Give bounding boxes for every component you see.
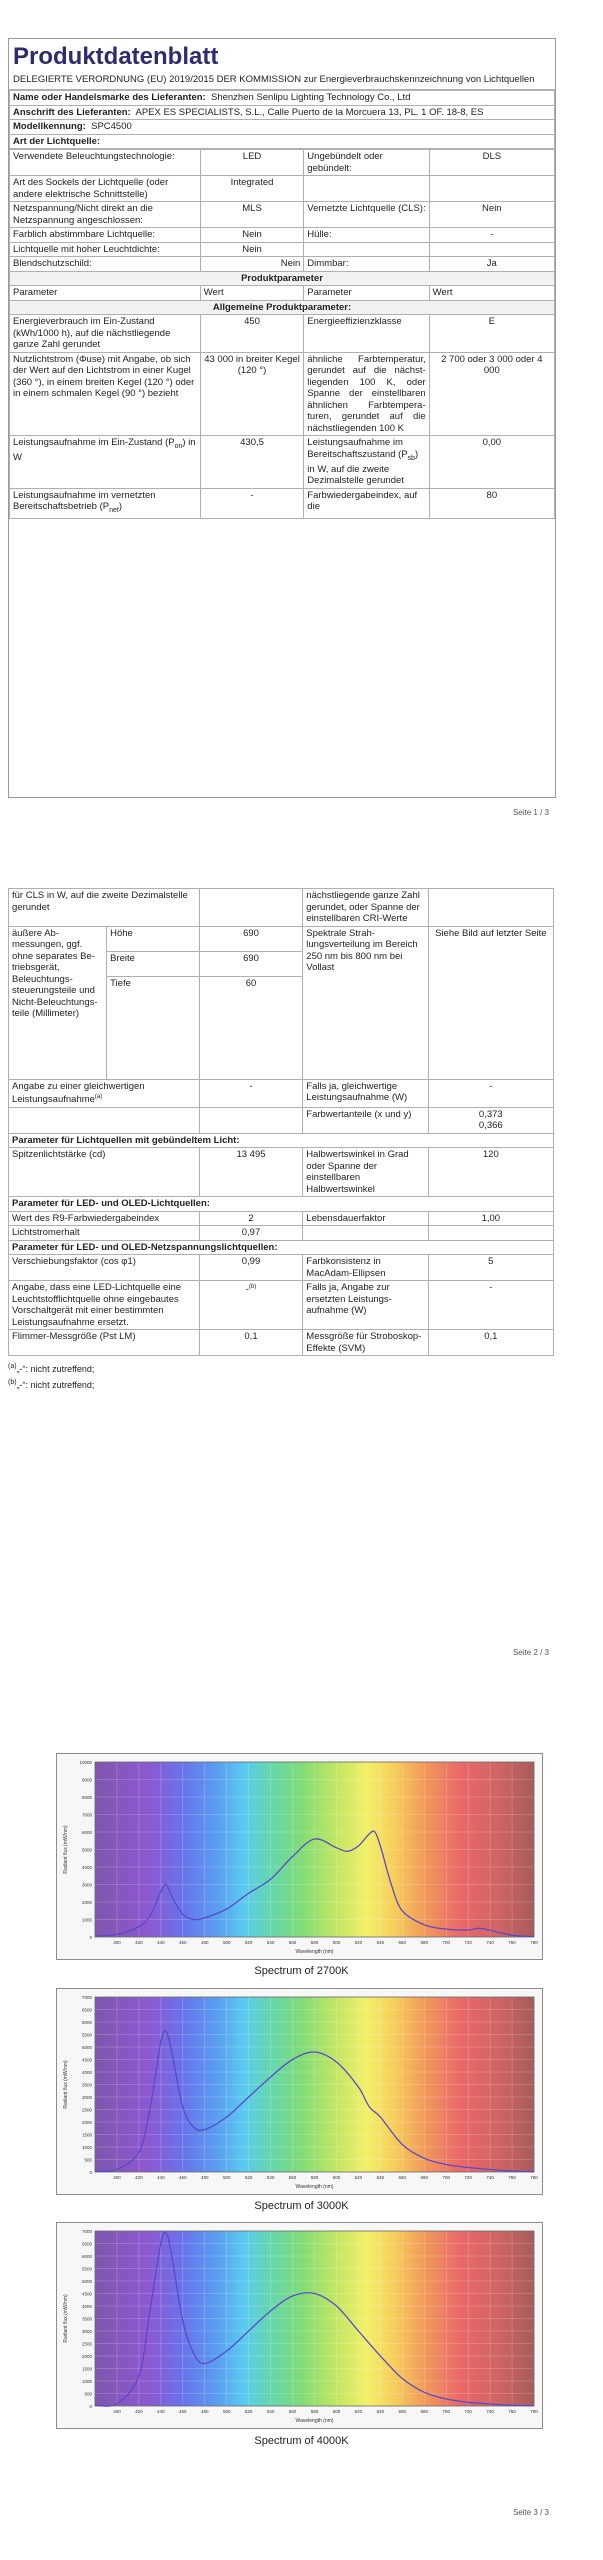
x-tick-label: 540 — [266, 2175, 275, 2180]
connected-value: Nein — [429, 202, 554, 228]
y-tick-label: 2000 — [81, 2120, 92, 2125]
peak-value: 13 495 — [199, 1148, 303, 1197]
params-table-continued — [8, 888, 554, 1356]
table-row — [9, 1330, 554, 1356]
x-tick-label: 720 — [464, 1940, 472, 1945]
y-tick-label: 4000 — [81, 1865, 92, 1870]
survival-value: 1,00 — [428, 1211, 553, 1226]
continued-right: nächstliegende ganze Zahl gerundet, oder Spanne der einstellbaren CRI-Werte — [303, 889, 428, 927]
cap-type-label: Art des Sockels der Lichtquelle (oder andere elektrische Schnittstelle) — [10, 176, 201, 202]
y-axis-label: Radiant flux (mW/nm) — [63, 2294, 69, 2343]
mains-header-row — [9, 1240, 554, 1255]
height-label: Höhe — [107, 926, 200, 951]
x-tick-label: 400 — [113, 1940, 121, 1945]
product-params-header-row — [10, 271, 555, 286]
svm-value: 0,1 — [428, 1330, 553, 1356]
cct-value: 2 700 oder 3 000 oder 4 000 — [429, 352, 554, 436]
y-tick-label: 2000 — [81, 2354, 92, 2359]
page-footer: Seite 2 / 3 — [512, 1648, 549, 1657]
x-tick-label: 600 — [332, 2409, 341, 2414]
supplier-label: Name oder Handelsmarke des Lieferanten: — [13, 92, 206, 103]
eff-class-value: E — [429, 315, 554, 353]
model-value: SPC4500 — [91, 121, 132, 132]
x-tick-label: 520 — [244, 2409, 253, 2414]
dimmable-label: Dimmbar: — [304, 257, 429, 272]
col-param-1: Parameter — [10, 286, 201, 301]
spectrum-svg — [57, 1754, 542, 1959]
x-tick-label: 500 — [222, 2409, 231, 2414]
supplier-table — [9, 90, 555, 149]
y-tick-label: 5500 — [81, 2266, 92, 2272]
x-tick-label: 580 — [310, 2175, 319, 2180]
y-tick-label: 6500 — [81, 2241, 92, 2247]
maint-label: Lichtstromerhalt — [9, 1226, 200, 1241]
model-label: Modellkennung: — [13, 121, 86, 132]
address-value: APEX ES SPECIALISTS, S.L., Calle Puerto de la Morcuera 13, PL. 1 OF. 18-8, ES — [135, 106, 484, 118]
x-tick-label: 680 — [420, 2175, 429, 2180]
lighting-tech-value: LED — [200, 150, 304, 176]
spectrum-chart-2700k — [56, 1753, 543, 1960]
x-tick-label: 480 — [200, 2175, 209, 2180]
y-tick-label: 1000 — [81, 2379, 92, 2384]
y-tick-label: 2500 — [81, 2341, 92, 2347]
table-row — [10, 352, 555, 436]
y-tick-label: 2000 — [81, 1900, 92, 1905]
y-tick-label: 0 — [89, 2404, 92, 2409]
x-tick-label: 760 — [508, 1940, 516, 1945]
x-tick-label: 780 — [530, 2175, 538, 2180]
replace-label: Angabe, dass eine LED-Lichtquelle eine Leuchtstofflichtquelle ohne eingebautes Vorschaltgerät mit einer bestimmten Leistungsaufnahme ersetzt. — [9, 1281, 200, 1330]
svm-label: Messgröße für Stroboskop-Effekte (SVM) — [303, 1330, 428, 1356]
non-directional-value: DLS — [429, 150, 554, 176]
peak-label: Spitzenlichtstärke (cd) — [9, 1148, 200, 1197]
x-tick-label: 580 — [310, 2409, 319, 2414]
beam-label: Halbwertswinkel in Grad oder Spanne der einstellbaren Halbwertswinkel — [303, 1148, 428, 1197]
x-tick-label: 700 — [442, 2175, 450, 2180]
x-tick-label: 740 — [486, 1940, 494, 1945]
net-standby-value: - — [200, 488, 304, 518]
replace-power-value: - — [428, 1281, 553, 1330]
x-tick-label: 520 — [244, 2175, 253, 2180]
x-tick-label: 460 — [179, 2409, 187, 2414]
led-header-row — [9, 1197, 554, 1212]
y-axis-label: Radiant flux (mW/nm) — [63, 1825, 69, 1874]
x-tick-label: 640 — [376, 2175, 385, 2180]
supplier-value: Shenzhen Senlipu Lighting Technology Co., Ltd — [211, 92, 411, 103]
general-params-header: Allgemeine Produktparameter: — [10, 300, 555, 315]
y-tick-label: 7000 — [81, 1812, 92, 1818]
shift-value: 0,99 — [199, 1255, 303, 1281]
x-tick-label: 660 — [398, 1940, 407, 1945]
x-tick-label: 740 — [486, 2409, 494, 2414]
table-row — [9, 1107, 554, 1133]
y-tick-label: 1500 — [81, 2132, 92, 2138]
x-axis-label: Wavelength (nm) — [295, 2418, 334, 2424]
spectrum-chart-3000k — [56, 1988, 543, 2195]
general-params-row — [10, 300, 555, 315]
mains-label: Netzspannung/Nicht direkt an die Netzspannung angeschlossen: — [10, 202, 201, 228]
y-tick-label: 7000 — [81, 1995, 92, 2000]
cap-type-value: Integrated — [200, 176, 304, 202]
spectrum-svg — [57, 2223, 542, 2428]
x-tick-label: 460 — [179, 2175, 187, 2180]
light-source-table — [9, 149, 555, 519]
r9-label: Wert des R9-Farbwiedergabeindex — [9, 1211, 200, 1226]
address-row — [10, 105, 555, 120]
table-row — [9, 1148, 554, 1197]
table-row — [10, 242, 555, 257]
r9-value: 2 — [199, 1211, 303, 1226]
x-tick-label: 600 — [332, 2175, 341, 2180]
x-axis-label: Wavelength (nm) — [295, 1949, 334, 1955]
y-tick-label: 6000 — [81, 2254, 92, 2259]
light-source-type-label: Art der Lichtquelle: — [10, 134, 555, 149]
flux-label: Nutzlichtstrom (Φuse) mit Angabe, ob sich der Wert auf den Lichtstrom in einer Kugel (360 °), in einem breiten Kegel (120 °) oder in einem schmalen Kegel (90 °) bezieht — [10, 352, 201, 436]
supplier-row — [10, 91, 555, 106]
led-header: Parameter für LED- und OLED-Lichtquellen: — [9, 1197, 554, 1212]
table-row — [10, 257, 555, 272]
table-row — [9, 1255, 554, 1281]
height-value: 690 — [199, 926, 303, 951]
equiv-power-value: - — [428, 1079, 553, 1107]
col-value-1: Wert — [200, 286, 304, 301]
spectrum-chart-4000k — [56, 2222, 543, 2429]
on-power-value: 430,5 — [200, 436, 304, 489]
x-tick-label: 600 — [332, 1940, 341, 1945]
x-tick-label: 660 — [398, 2409, 407, 2414]
x-tick-label: 720 — [464, 2175, 472, 2180]
footnote-a: $^{(a)}$„-“: nicht zutreffend; — [8, 1363, 95, 1375]
column-header-row — [10, 286, 555, 301]
flux-value: 43 000 in breiter Kegel (120 °) — [200, 352, 304, 436]
y-tick-label: 500 — [84, 2391, 92, 2397]
y-tick-label: 5000 — [81, 1847, 92, 1853]
flicker-label: Flimmer-Messgröße (Pst LM) — [9, 1330, 200, 1356]
table-row — [10, 436, 555, 489]
y-tick-label: 4500 — [81, 2057, 92, 2063]
table-row — [9, 1226, 554, 1241]
x-tick-label: 400 — [113, 2409, 121, 2414]
col-value-2: Wert — [429, 286, 554, 301]
x-tick-label: 560 — [288, 2175, 297, 2180]
shift-label: Verschiebungsfaktor (cos φ1) — [9, 1255, 200, 1281]
x-tick-label: 580 — [310, 1940, 319, 1945]
y-tick-label: 3000 — [81, 2095, 92, 2100]
y-tick-label: 1500 — [81, 2366, 92, 2372]
energy-label: Energieverbrauch im Ein-Zustand (kWh/1000 h), auf die nächstliegende ganze Zahl gerundet — [10, 315, 201, 353]
x-tick-label: 420 — [135, 1940, 143, 1945]
y-tick-label: 3500 — [81, 2082, 92, 2088]
y-tick-label: 1000 — [81, 2145, 92, 2150]
table-row — [9, 926, 554, 951]
x-tick-label: 680 — [420, 1940, 429, 1945]
replace-value: -$^{(b)}$ — [199, 1281, 303, 1330]
equiv-label: Angabe zu einer gleichwertigen Leistungsaufnahme$^{(a)}$ — [9, 1079, 200, 1107]
table-row — [10, 228, 555, 243]
equiv-value: - — [199, 1079, 303, 1107]
chart-caption-4000k: Spectrum of 4000K — [254, 2435, 349, 2447]
y-tick-label: 3000 — [81, 2329, 92, 2334]
x-tick-label: 700 — [442, 2409, 450, 2414]
dls-header: Parameter für Lichtquellen mit gebündeltem Licht: — [9, 1133, 554, 1148]
page-title: Produktdatenblatt — [13, 43, 219, 70]
y-tick-label: 6500 — [81, 2007, 92, 2013]
chroma-value: 0,373 0,366 — [428, 1107, 553, 1133]
table-row — [9, 889, 554, 927]
beam-value: 120 — [428, 1148, 553, 1197]
x-tick-label: 620 — [354, 2409, 363, 2414]
y-tick-label: 5000 — [81, 2045, 92, 2050]
table-row — [10, 488, 555, 518]
footnote-b: $^{(b)}$„-“: nicht zutreffend; — [8, 1379, 95, 1391]
survival-label: Lebensdauerfaktor — [303, 1211, 428, 1226]
light-source-type-row — [10, 134, 555, 149]
x-tick-label: 460 — [179, 1940, 187, 1945]
y-tick-label: 6000 — [81, 1830, 92, 1835]
x-tick-label: 720 — [464, 2409, 472, 2414]
y-tick-label: 4500 — [81, 2291, 92, 2297]
continued-left: für CLS in W, auf die zweite Dezimalstelle gerundet — [9, 889, 200, 927]
x-tick-label: 500 — [222, 2175, 231, 2180]
cri-value: 80 — [429, 488, 554, 518]
table-row — [9, 1281, 554, 1330]
glare-label: Blendschutzschild: — [10, 257, 201, 272]
page-1 — [8, 38, 556, 798]
x-tick-label: 540 — [266, 2409, 275, 2414]
x-tick-label: 620 — [354, 2175, 363, 2180]
y-tick-label: 5000 — [81, 2279, 92, 2284]
footnotes — [8, 1360, 554, 1392]
y-tick-label: 7000 — [81, 2229, 92, 2234]
table-row — [10, 202, 555, 228]
model-row — [10, 120, 555, 135]
chroma-label: Farbwertanteile (x und y) — [303, 1107, 428, 1133]
depth-value: 60 — [199, 976, 303, 1079]
spd-label: Spektrale Strahlungsverteilung im Bereich 250 nm bis 800 nm bei Vollast — [303, 926, 428, 1079]
dimmable-value: Ja — [429, 257, 554, 272]
y-tick-label: 0 — [89, 1935, 92, 1940]
standby-value: 0,00 — [429, 436, 554, 489]
y-tick-label: 3500 — [81, 2316, 92, 2322]
table-row — [9, 1079, 554, 1107]
spd-value: Siehe Bild auf letzter Seite — [428, 926, 553, 1079]
maint-value: 0,97 — [199, 1226, 303, 1241]
regulation-text: DELEGIERTE VERORDNUNG (EU) 2019/2015 DER KOMMISSION zur Energieverbrauchskennzeichnung von Lichtquellen — [9, 73, 555, 90]
x-tick-label: 700 — [442, 1940, 450, 1945]
y-tick-label: 2500 — [81, 2107, 92, 2113]
envelope-label: Hülle: — [304, 228, 429, 243]
x-axis-label: Wavelength (nm) — [295, 2184, 334, 2190]
spectrum-svg — [57, 1989, 542, 2194]
high-lum-value: Nein — [200, 242, 304, 257]
x-tick-label: 440 — [157, 2409, 165, 2414]
cri-label: Farbwiedergabeindex, auf die — [304, 488, 429, 518]
chart-caption-3000k: Spectrum of 3000K — [254, 2200, 349, 2212]
x-tick-label: 480 — [200, 1940, 209, 1945]
table-row — [10, 315, 555, 353]
consistency-label: Farbkonsistenz in MacAdam-Ellipsen — [303, 1255, 428, 1281]
lighting-tech-label: Verwendete Beleuchtungstechnologie: — [10, 150, 201, 176]
dls-header-row — [9, 1133, 554, 1148]
y-tick-label: 3000 — [81, 1882, 92, 1888]
y-tick-label: 6000 — [81, 2020, 92, 2025]
product-params-header: Produktparameter — [10, 271, 555, 286]
glare-value: Nein — [200, 257, 304, 272]
connected-label: Vernetzte Lichtquelle (CLS): — [304, 202, 429, 228]
non-directional-label: Ungebündelt oder gebündelt: — [304, 150, 429, 176]
depth-label: Tiefe — [107, 976, 200, 1079]
x-tick-label: 440 — [157, 2175, 165, 2180]
tunable-value: Nein — [200, 228, 304, 243]
y-tick-label: 1000 — [81, 1917, 92, 1923]
x-tick-label: 760 — [508, 2409, 516, 2414]
table-row — [10, 176, 555, 202]
x-tick-label: 520 — [244, 1940, 253, 1945]
width-value: 690 — [199, 951, 303, 976]
x-tick-label: 640 — [376, 1940, 385, 1945]
net-standby-label: Leistungsaufnahme im vernetzten Bereitschaftsbetrieb $(P_{net})$ — [10, 488, 201, 518]
replace-power-label: Falls ja, Angabe zur ersetzten Leistungsaufnahme (W) — [303, 1281, 428, 1330]
equiv-power-label: Falls ja, gleichwertige Leistungsaufnahme (W) — [303, 1079, 428, 1107]
x-tick-label: 540 — [266, 1940, 275, 1945]
energy-value: 450 — [200, 315, 304, 353]
x-tick-label: 440 — [157, 1940, 165, 1945]
y-tick-label: 9000 — [81, 1777, 92, 1783]
x-tick-label: 660 — [398, 2175, 407, 2180]
consistency-value: 5 — [428, 1255, 553, 1281]
x-tick-label: 500 — [222, 1940, 231, 1945]
tunable-label: Farblich abstimmbare Lichtquelle: — [10, 228, 201, 243]
x-tick-label: 760 — [508, 2175, 516, 2180]
x-tick-label: 420 — [135, 2175, 143, 2180]
mains-value: MLS — [200, 202, 304, 228]
x-tick-label: 560 — [288, 1940, 297, 1945]
chart-caption-2700k: Spectrum of 2700K — [254, 1965, 349, 1977]
cct-label: ähnliche Farbtemperatur, gerundet auf die nächstliegenden 100 K, oder Spanne der einstellbaren ähnlichen Farbtemperaturen, gerundet auf die nächstliegenden 100 K — [304, 352, 429, 436]
x-tick-label: 620 — [354, 1940, 363, 1945]
y-tick-label: 8000 — [81, 1795, 92, 1800]
y-tick-label: 5500 — [81, 2032, 92, 2038]
on-power-label: Leistungsaufnahme im Ein-Zustand $(P_{on})$ in W — [10, 436, 201, 489]
page-footer: Seite 3 / 3 — [512, 2508, 549, 2517]
x-tick-label: 480 — [200, 2409, 209, 2414]
x-tick-label: 420 — [135, 2409, 143, 2414]
x-tick-label: 780 — [530, 1940, 538, 1945]
y-tick-label: 500 — [84, 2157, 92, 2163]
table-row — [10, 150, 555, 176]
high-lum-label: Lichtquelle mit hoher Leuchtdichte: — [10, 242, 201, 257]
mains-header: Parameter für LED- und OLED-Netzspannungslichtquellen: — [9, 1240, 554, 1255]
x-tick-label: 740 — [486, 2175, 494, 2180]
y-axis-label: Radiant flux (mW/nm) — [63, 2060, 69, 2109]
y-tick-label: 4000 — [81, 2304, 92, 2309]
col-param-2: Parameter — [304, 286, 429, 301]
x-tick-label: 640 — [376, 2409, 385, 2414]
width-label: Breite — [107, 951, 200, 976]
standby-label: Leistungsaufnahme im Bereitschaftszustand $(P_{sb})$ in W, auf die zweite Dezimalstelle gerundet — [304, 436, 429, 489]
y-tick-label: 0 — [89, 2170, 92, 2175]
table-row — [9, 1211, 554, 1226]
page-2 — [8, 888, 554, 1392]
eff-class-label: Energieeffizienzklasse — [304, 315, 429, 353]
x-tick-label: 400 — [113, 2175, 121, 2180]
x-tick-label: 780 — [530, 2409, 538, 2414]
address-label: Anschrift des Lieferanten: — [13, 106, 131, 118]
y-tick-label: 10000 — [79, 1760, 92, 1765]
envelope-value: - — [429, 228, 554, 243]
flicker-value: 0,1 — [199, 1330, 303, 1356]
x-tick-label: 680 — [420, 2409, 429, 2414]
x-tick-label: 560 — [288, 2409, 297, 2414]
dims-label: äußere Abmessungen, ggf. ohne separates Betriebsgerät, Beleuchtungssteuerungsteile und Nicht-Beleuchtungsteile (Millimeter) — [9, 926, 107, 1079]
y-tick-label: 4000 — [81, 2070, 92, 2075]
page-footer: Seite 1 / 3 — [512, 808, 549, 817]
